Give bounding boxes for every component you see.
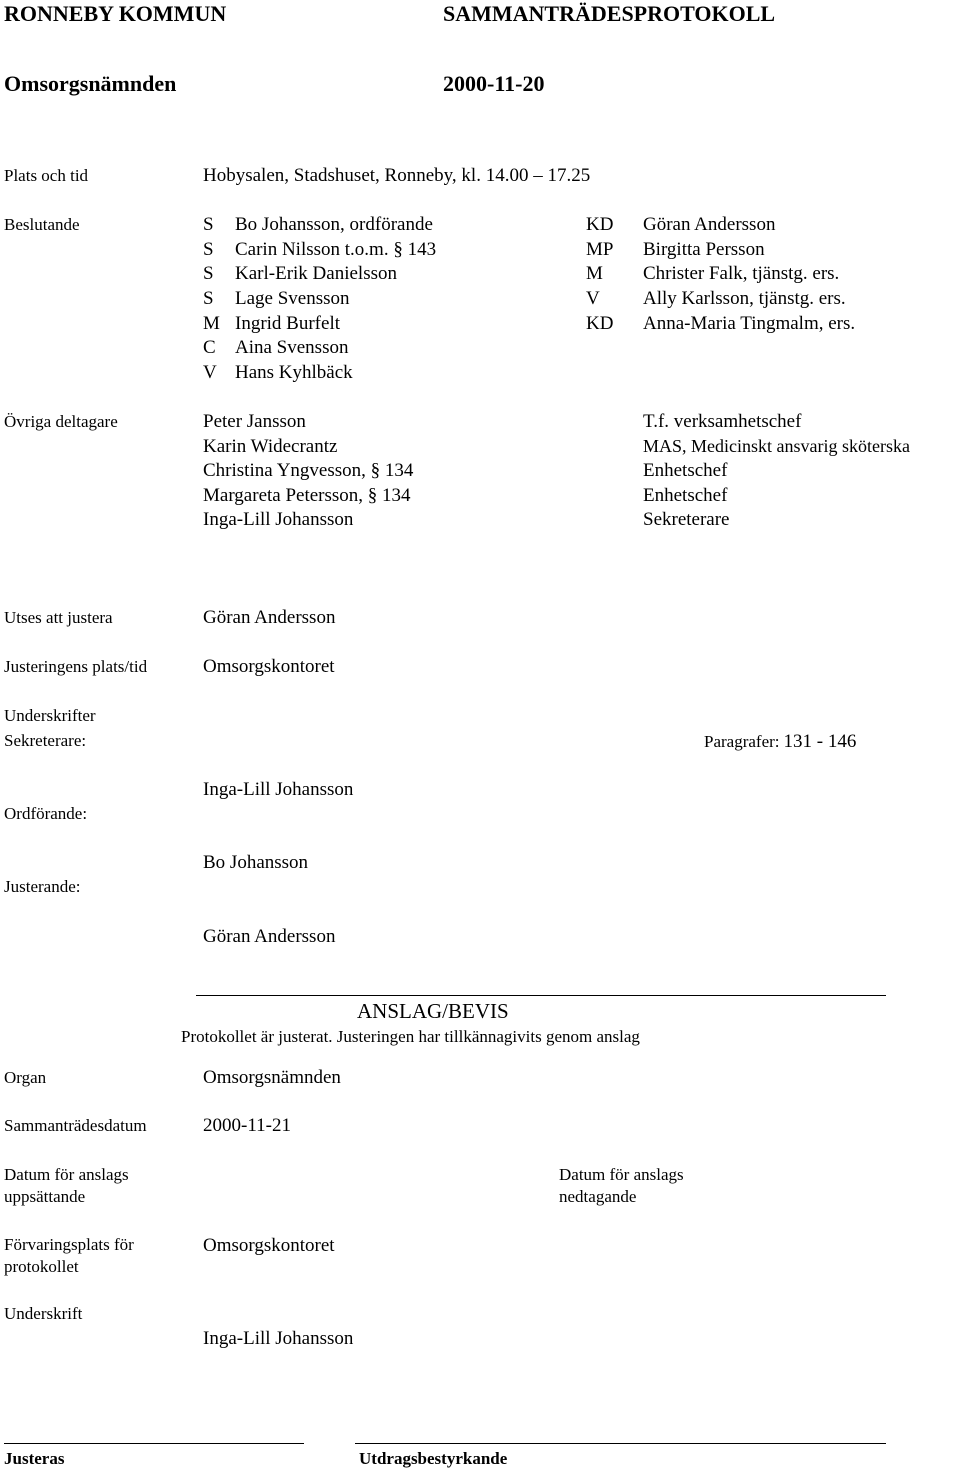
paragrafer-label: Paragrafer:: [704, 732, 780, 751]
beslutande-right-row: [586, 240, 765, 259]
nedtagande-label-2: nedtagande: [559, 1187, 637, 1206]
plats-label: Plats och tid: [4, 166, 89, 185]
forvaring-value: Omsorgskontoret: [203, 1235, 335, 1256]
participant-name: Inga-Lill Johansson: [203, 509, 354, 530]
beslutande-right-row: [586, 314, 855, 333]
party-code: S: [203, 288, 214, 309]
party-code: C: [203, 337, 216, 358]
justeras-label: Justeras: [4, 1449, 65, 1468]
beslutande-left-row: [203, 314, 340, 333]
participant-name: Christina Yngvesson, § 134: [203, 460, 414, 481]
member-name: Christer Falk, tjänstg. ers.: [643, 263, 840, 284]
party-code: V: [586, 288, 600, 309]
justeras-signature-line: [4, 1443, 304, 1444]
member-name: Ally Karlsson, tjänstg. ers.: [643, 288, 846, 309]
sekreterare-label: Sekreterare:: [4, 731, 87, 750]
member-name: Birgitta Persson: [643, 239, 765, 260]
member-name: Anna-Maria Tingmalm, ers.: [643, 313, 856, 334]
justera-value: Göran Andersson: [203, 607, 336, 628]
ordforande-label: Ordförande:: [4, 804, 88, 823]
justerande-label: Justerande:: [4, 877, 81, 896]
sammantradesdatum-label: Sammanträdesdatum: [4, 1116, 147, 1135]
participant-name: Peter Jansson: [203, 411, 306, 432]
beslutande-left-row: [203, 338, 348, 357]
justering-place-label: Justeringens plats/tid: [4, 657, 148, 676]
beslutande-left-row: [203, 240, 436, 259]
paragrafer-value: 131 - 146: [783, 731, 857, 752]
forvaring-label: Förvaringsplats för: [4, 1235, 134, 1254]
beslutande-right-row: [586, 289, 846, 308]
anslag-divider: [196, 995, 886, 996]
member-name: Karl-Erik Danielsson: [235, 263, 397, 284]
anslag-title: ANSLAG/BEVIS: [357, 999, 509, 1023]
member-name: Bo Johansson, ordförande: [235, 214, 433, 235]
participant-name: Margareta Petersson, § 134: [203, 485, 411, 506]
member-name: Göran Andersson: [643, 214, 776, 235]
justera-label: Utses att justera: [4, 608, 113, 627]
underskrift-value: Inga-Lill Johansson: [203, 1328, 354, 1349]
plats-value: Hobysalen, Stadshuset, Ronneby, kl. 14.00 – 17.25: [203, 165, 591, 186]
participant-role: Enhetschef: [643, 460, 728, 481]
justering-place-value: Omsorgskontoret: [203, 656, 335, 677]
party-code: KD: [586, 313, 614, 334]
document-type-title: SAMMANTRÄDESPROTOKOLL: [443, 1, 776, 26]
party-code: S: [203, 239, 214, 260]
paragrafer: [704, 732, 856, 751]
meeting-date: 2000-11-20: [443, 71, 545, 96]
municipality-title: RONNEBY KOMMUN: [4, 1, 227, 26]
utdrag-signature-line: [355, 1443, 886, 1444]
member-name: Lage Svensson: [235, 288, 350, 309]
uppsattande-label: Datum för anslags: [4, 1165, 129, 1184]
beslutande-left-row: [203, 264, 397, 283]
utdragsbestyrkande-label: Utdragsbestyrkande: [359, 1449, 508, 1468]
anslag-subtitle: Protokollet är justerat. Justeringen har tillkännagivits genom anslag: [181, 1027, 640, 1046]
justerande-name: Göran Andersson: [203, 926, 336, 947]
member-name: Ingrid Burfelt: [235, 313, 341, 334]
party-code: M: [203, 313, 220, 334]
underskrifter-label: Underskrifter: [4, 706, 96, 725]
participant-role: Enhetschef: [643, 485, 728, 506]
party-code: S: [203, 214, 214, 235]
nedtagande-label: Datum för anslags: [559, 1165, 684, 1184]
party-code: MP: [586, 239, 614, 260]
ordforande-name: Bo Johansson: [203, 852, 309, 873]
committee-title: Omsorgsnämnden: [4, 71, 177, 96]
member-name: Aina Svensson: [235, 337, 349, 358]
beslutande-right-row: [586, 264, 839, 283]
underskrift-label: Underskrift: [4, 1304, 83, 1323]
party-code: KD: [586, 214, 614, 235]
party-code: S: [203, 263, 214, 284]
uppsattande-label-2: uppsättande: [4, 1187, 86, 1206]
beslutande-left-row: [203, 289, 350, 308]
beslutande-label: Beslutande: [4, 215, 80, 234]
participant-role: T.f. verksamhetschef: [643, 411, 802, 432]
sammantradesdatum-value: 2000-11-21: [203, 1115, 291, 1136]
participant-name: Karin Widecrantz: [203, 436, 338, 457]
beslutande-left-row: [203, 363, 353, 382]
participant-role: Sekreterare: [643, 509, 730, 530]
beslutande-right-row: [586, 215, 775, 234]
organ-label: Organ: [4, 1068, 47, 1087]
organ-value: Omsorgsnämnden: [203, 1067, 341, 1088]
participant-role: MAS, Medicinskt ansvarig sköterska: [643, 436, 910, 456]
sekreterare-name: Inga-Lill Johansson: [203, 779, 354, 800]
beslutande-left-row: [203, 215, 433, 234]
party-code: V: [203, 362, 217, 383]
party-code: M: [586, 263, 603, 284]
member-name: Hans Kyhlbäck: [235, 362, 353, 383]
ovriga-label: Övriga deltagare: [4, 412, 118, 431]
member-name: Carin Nilsson t.o.m. § 143: [235, 239, 437, 260]
forvaring-label-2: protokollet: [4, 1257, 79, 1276]
